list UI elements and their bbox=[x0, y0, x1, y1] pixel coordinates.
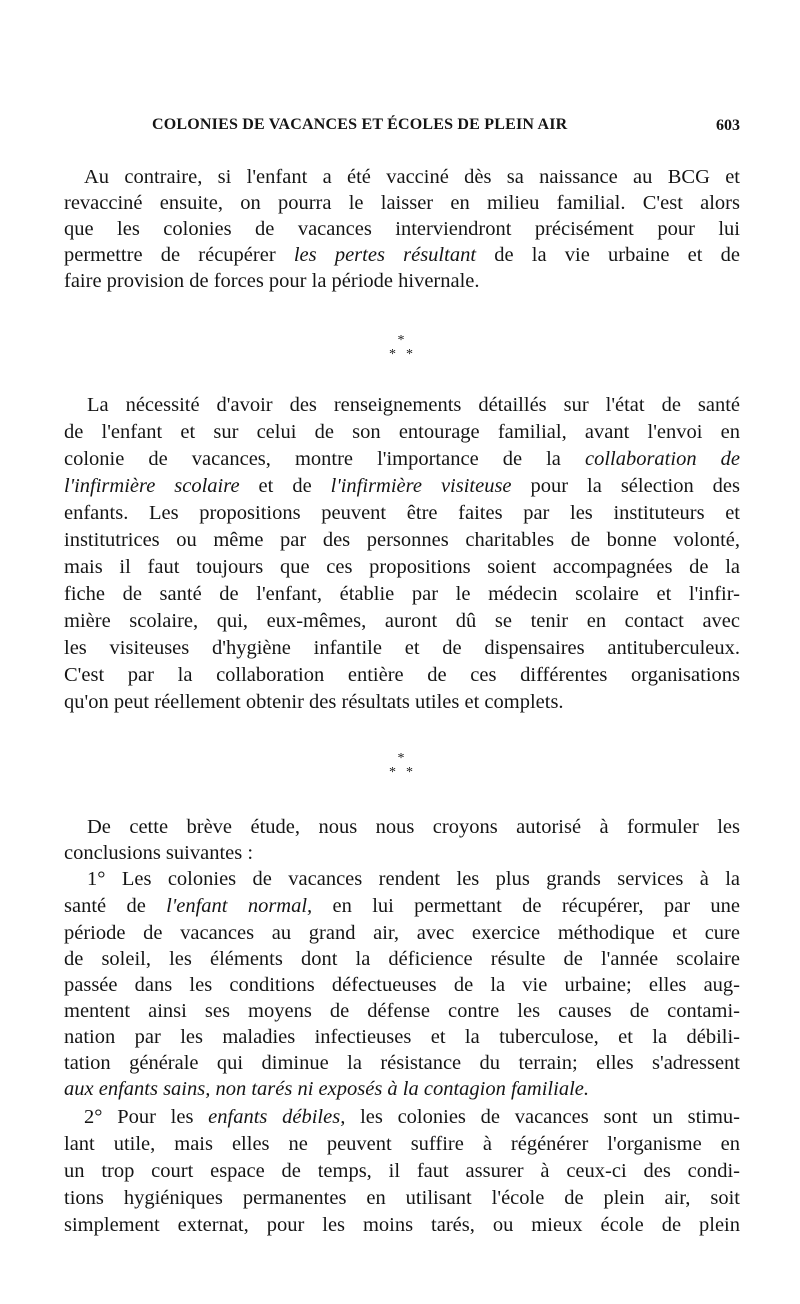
paragraph-2-line-12: qu'on peut réellement obtenir des résultats utiles et complets. bbox=[64, 691, 564, 713]
point-1-line-2-italic: l'enfant normal, bbox=[166, 895, 313, 917]
separator-2-bottom-stars: ** bbox=[389, 765, 423, 780]
point-2-line-1-end: les colonies de vacances sont un stimu- bbox=[345, 1106, 740, 1128]
paragraph-2-line-10: les visiteuses d'hygiène infantile et de dispensaires antituberculeux. bbox=[64, 637, 740, 659]
point-2-line-1-start: 2° Pour les bbox=[84, 1106, 209, 1128]
paragraph-2-line-4-end: pour la sélection des bbox=[511, 475, 740, 497]
paragraph-2-line-5: enfants. Les propositions peuvent être faites par les instituteurs et bbox=[64, 502, 740, 524]
point-1-line-5: passée dans les conditions défectueuses de la vie urbaine; elles aug- bbox=[64, 974, 740, 996]
paragraph-2-line-4-italic-b: l'infirmière visiteuse bbox=[330, 475, 512, 497]
point-1-line-2 bbox=[64, 893, 740, 920]
page-number: 603 bbox=[716, 117, 740, 134]
paragraph-2-line-4-italic-a: l'infirmière scolaire bbox=[64, 475, 240, 497]
paragraph-1-line-4-end: de la vie urbaine et de bbox=[476, 244, 740, 266]
paragraph-2-line-2: de l'enfant et sur celui de son entourage familial, avant l'envoi en bbox=[64, 421, 740, 443]
point-1-line-1: 1° Les colonies de vacances rendent les plus grands services à la bbox=[87, 868, 740, 890]
paragraph-2-line-9: mière scolaire, qui, eux-mêmes, auront dû se tenir en contact avec bbox=[64, 610, 740, 632]
paragraph-1-line-4-start: permettre de récupérer bbox=[64, 244, 294, 266]
paragraph-2-line-3 bbox=[64, 446, 740, 473]
point-1-line-9-italic: aux enfants sains, non tarés ni exposés à la contagion familiale. bbox=[64, 1078, 589, 1100]
paragraph-2-line-3-italic: collaboration de bbox=[584, 448, 740, 470]
section-separator-1 bbox=[371, 334, 431, 368]
point-1-line-2-start: santé de bbox=[64, 895, 167, 917]
separator-2-top-star: * bbox=[397, 751, 405, 766]
paragraph-1-line-5: faire provision de forces pour la période hivernale. bbox=[64, 270, 480, 292]
separator-1-top-star: * bbox=[397, 333, 405, 348]
point-2-line-3: un trop court espace de temps, il faut assurer à ceux-ci des condi- bbox=[64, 1160, 740, 1182]
separator-1-bottom-stars: ** bbox=[389, 347, 423, 362]
paragraph-1-line-4-italic: les pertes résultant bbox=[293, 244, 477, 266]
point-2-line-4: tions hygiéniques permanentes en utilisant l'école de plein air, soit bbox=[64, 1187, 740, 1209]
point-1-line-9 bbox=[64, 1076, 740, 1103]
point-2-line-5: simplement externat, pour les moins tarés, ou mieux école de plein bbox=[64, 1214, 740, 1236]
point-1-line-8: tation générale qui diminue la résistance du terrain; elles s'adressent bbox=[64, 1052, 740, 1074]
paragraph-2-line-3-start: colonie de vacances, montre l'importance de la bbox=[64, 448, 585, 470]
point-1-line-3: période de vacances au grand air, avec exercice méthodique et cure bbox=[64, 922, 740, 944]
running-header bbox=[64, 116, 740, 142]
paragraph-1-line-2: revacciné ensuite, on pourra le laisser en milieu familial. C'est alors bbox=[64, 192, 740, 214]
paragraph-2-line-11: C'est par la collaboration entière de ces différentes organisations bbox=[64, 664, 740, 686]
paragraph-2-line-4-mid: et de bbox=[239, 475, 331, 497]
paragraph-2-line-7: mais il faut toujours que ces propositions soient accompagnées de la bbox=[64, 556, 740, 578]
point-2-line-2: lant utile, mais elles ne peuvent suffire à régénérer l'organisme en bbox=[64, 1133, 740, 1155]
paragraph-2-line-4 bbox=[64, 473, 740, 500]
paragraph-1-line-3: que les colonies de vacances interviendront précisément pour lui bbox=[64, 218, 740, 240]
point-2-line-1 bbox=[84, 1104, 740, 1131]
paragraph-3-line-1: De cette brève étude, nous nous croyons autorisé à formuler les bbox=[87, 816, 740, 838]
paragraph-2-line-8: fiche de santé de l'enfant, établie par le médecin scolaire et l'infir- bbox=[64, 583, 740, 605]
running-title: COLONIES DE VACANCES ET ÉCOLES DE PLEIN AIR bbox=[152, 116, 568, 133]
paragraph-1-line-4 bbox=[64, 242, 740, 269]
point-2-line-1-italic: enfants débiles, bbox=[208, 1106, 346, 1128]
point-1-line-7: nation par les maladies infectieuses et la tuberculose, et la débili- bbox=[64, 1026, 740, 1048]
point-1-line-6: mentent ainsi ses moyens de défense contre les causes de contami- bbox=[64, 1000, 740, 1022]
paragraph-2-line-6: institutrices ou même par des personnes charitables de bonne volonté, bbox=[64, 529, 740, 551]
section-separator-2 bbox=[371, 752, 431, 786]
point-1-line-4: de soleil, les éléments dont la déficience résulte de l'année scolaire bbox=[64, 948, 740, 970]
point-1-line-2-end: en lui permettant de récupérer, par une bbox=[312, 895, 740, 917]
paragraph-1-line-1: Au contraire, si l'enfant a été vacciné dès sa naissance au BCG et bbox=[84, 166, 740, 188]
paragraph-3-line-2: conclusions suivantes : bbox=[64, 842, 254, 864]
paragraph-2-line-1: La nécessité d'avoir des renseignements détaillés sur l'état de santé bbox=[87, 394, 740, 416]
